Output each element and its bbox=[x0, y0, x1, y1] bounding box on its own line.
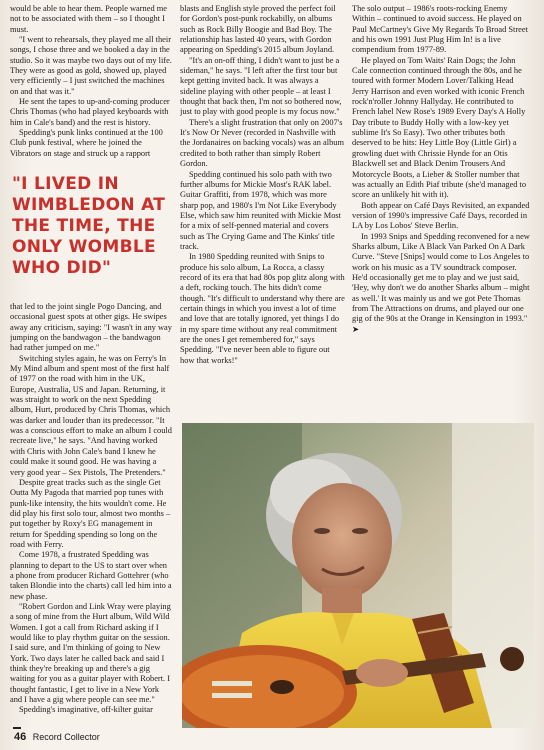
article-paragraph: would be able to hear them. People warned me not to be associated with them – so I thought I must. bbox=[10, 4, 167, 34]
article-paragraph: "Robert Gordon and Link Wray were playing a song of mine from the Hurt album, Wild Wild Women. I got a call from Richard asking if I would like to play rhythm guitar on the session. I said sure, and I'm thinking of going to New York. Two days later he called back and said I think they're breaking up and there's a gig waiting for you as a guitar player with Robert. I thought fantastic, I get to live in a New York and I have a gig where people can see me." bbox=[10, 601, 171, 705]
article-paragraph: In 1980 Spedding reunited with Snips to produce his solo album, La Rocca, a classy record of its era that had 80s pop glitz along with a deft, rocking touch. The hits didn't come though. "It's difficult to understand why there are certain things in which you invest a lot of time and love that are totally ignored, yet things I do in my spare time without any real commitment are the ones I get remembered for," says Spedding. "I've never been able to figure out how that works!" bbox=[180, 252, 345, 365]
article-paragraph: "It's an on-off thing, I didn't want to just be a sideman," he says. "I left after the first tour but kept getting invited back. It was always a sideline playing with other people – at least I thought that back then, I'm not so bothered now, just to play with good people is my focus now." bbox=[180, 55, 342, 117]
pull-quote: "I LIVED IN WIMBLEDON AT THE TIME, THE ONLY WOMBLE WHO DID" bbox=[12, 174, 166, 278]
article-paragraph: Come 1978, a frustrated Spedding was planning to depart to the US to start over when a phone from producer Richard Gottehrer (who taken Blondie into the charts) call led him into a new phase. bbox=[10, 550, 172, 601]
guitarist-photo bbox=[182, 423, 534, 728]
article-paragraph: Switching styles again, he was on Ferry's In My Mind album and spent most of the first half of 1977 on the road with him in the UK, Europe, Australia, US and Japan. Returning, it was straight to work on the next Spedding album, Hurt, produced by Chris Thomas, which was darker and louder than its predecessor. "It was a conscious effort to make an album I could recreate live," he says. "And having worked with Chris with John Cale's band I knew he could make it sound good. He was having a very good year – Sex Pistols, The Pretenders." bbox=[10, 353, 172, 477]
column-1-bottom bbox=[10, 302, 172, 722]
article-paragraph: Spedding's imaginative, off-kilter guitar bbox=[19, 705, 153, 715]
magazine-name: Record Collector bbox=[32, 732, 100, 742]
photo-illustration bbox=[182, 423, 534, 728]
column-3 bbox=[352, 4, 532, 404]
article-paragraph: He played on Tom Waits' Rain Dogs; the John Cale connection continued through the 80s, and he toured with former Modern Lover/Talking Head Jerry Harrison and even worked with iconic French rock'n'roller Johnny Hallyday. He contributed to French label New Rose's 1989 Every Day's A Holly Day tribute to Buddy Holly with a low-key yet sublime It's So Easy). Two other tributes both deserved to be hits: Hey Little Boy (Little Girl) a growling duet with Chrissie Hynde for an Otis Blackwell set and Black Denim Trousers And Motorcycle Boots, a Lieber & Stoller number that was actually an Edith Piaf tribute (she'd managed to score an unlikely hit with it). bbox=[352, 55, 527, 200]
page-footer bbox=[14, 731, 100, 743]
page-number: 46 bbox=[14, 731, 27, 743]
footer-divider bbox=[13, 727, 21, 729]
article-paragraph: Despite great tracks such as the single Get Outta My Pagoda that married pop tunes with punk-like intensity, the hits wouldn't come. He did play his first solo tour, almost two months – put together by Roxy's EG management in return for Spedding spending so long on the road with Ferry. bbox=[10, 477, 171, 549]
article-paragraph: "I went to rehearsals, they played me all their songs, I chose three and we booked a day in the studio. So it was maybe two days out of my life. They were as good as gold, showed up, played very efficiently – I just switched the machines on and that was it." bbox=[10, 35, 172, 96]
article-paragraph: There's a slight frustration that only on 2007's It's Now Or Never (recorded in Nashville with the Jordanaires on backing vocals) was an album credited to both rather than simply Robert Gordon. bbox=[180, 117, 344, 169]
article-paragraph: He sent the tapes to up-and-coming producer Chris Thomas (who had played keyboards with him in Cale's band) and the rest is history. bbox=[10, 97, 170, 127]
article-paragraph: Spedding continued his solo path with two further albums for Mickie Most's RAK label. Guitar Graffiti, from 1978, which was more sharp pop, and 1980's I'm Not Like Everybody Else, which saw him reunited with Mickie Most for a mix of self-penned material and covers such as The Crying Game and The Kinks' title track. bbox=[180, 169, 341, 251]
article-paragraph: In 1993 Snips and Spedding reconvened for a new Sharks album, Like A Black Van Parked On A Dark Curve. "Steve [Snips] would come to Los Angeles to work on his music as a TV soundtrack composer. He'd occasionally get me to play and we just said, 'Hey, why don't we do another Sharks album – might as well.' It was mainly us and we got Pete Thomas from The Attractions on drums, and played our one gig of the 90s at the Orange in Kensington in 1993." ➤ bbox=[352, 231, 530, 334]
column-2 bbox=[180, 4, 346, 404]
article-paragraph: Both appear on Café Days Revisited, an expanded version of 1990's impressive Café Days, recorded in LA by Los Lobos' Steve Berlin. bbox=[352, 200, 530, 231]
article-paragraph: that led to the joint single Pogo Dancing, and occasional guest spots at other gigs. He swipes away any criticism, saying: "I wasn't in any way jumping on the bandwagon – the bandwagon had rather jumped on me." bbox=[10, 302, 172, 353]
article-paragraph: The solo output – 1986's roots-rocking Enemy Within – continued to avoid success. He played on Paul McCartney's Give My Regards To Broad Street and his own 1991 Just Plug Him In! is a live compendium from 1977-89. bbox=[352, 4, 528, 55]
article-paragraph: blasts and English style proved the perfect foil for Gordon's post-punk rockabilly, on albums such as Rock Billy Boogie and Bad Boy. The relationship has lasted 40 years, with Gordon appearing on Spedding's 2015 album Joyland. bbox=[180, 4, 336, 55]
article-paragraph: Spedding's punk links continued at the 100 Club punk festival, where he joined the Vibrators on stage and struck up a rapport bbox=[10, 128, 163, 158]
